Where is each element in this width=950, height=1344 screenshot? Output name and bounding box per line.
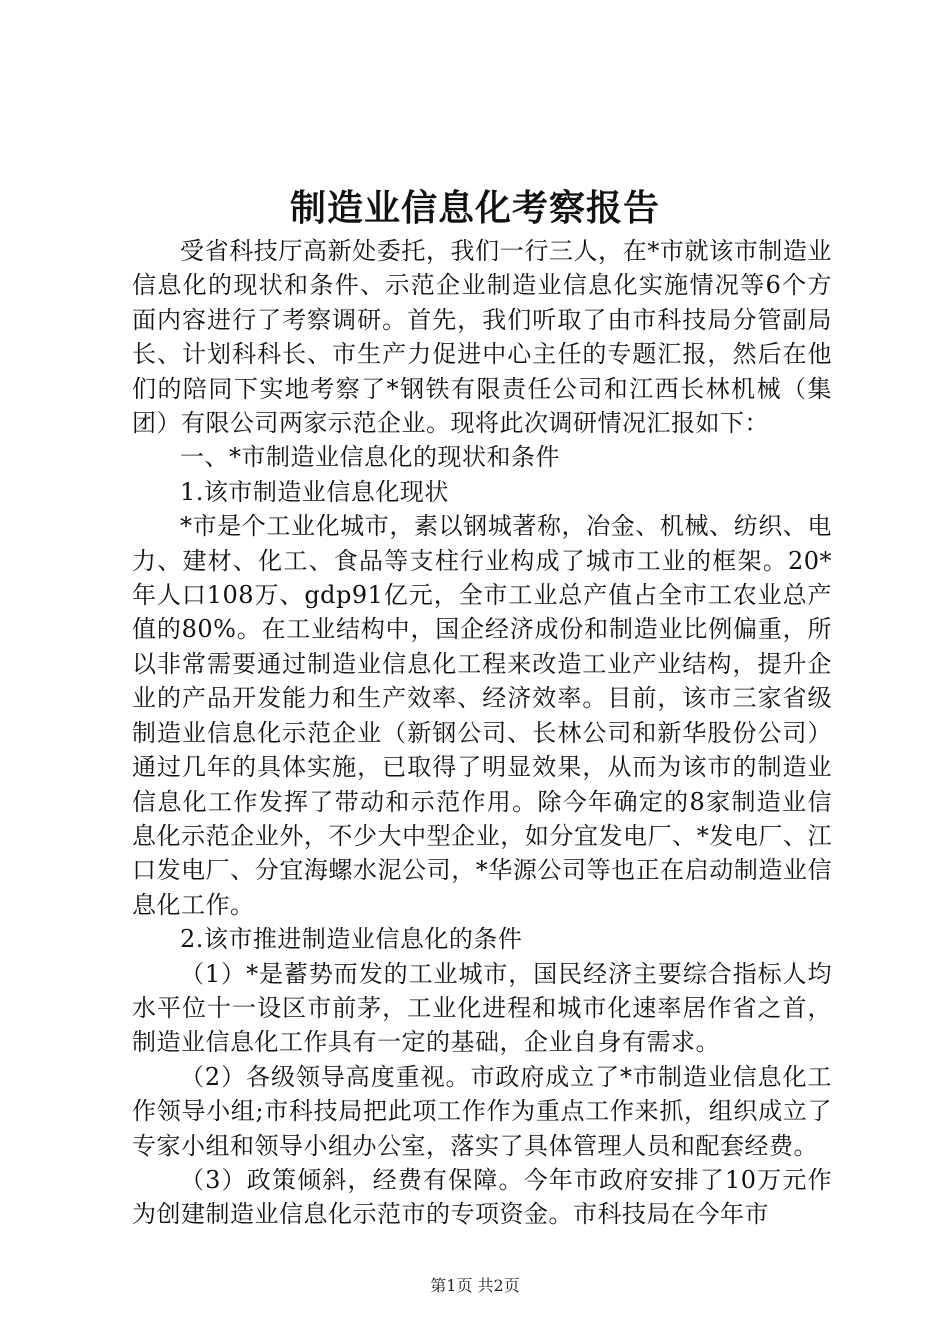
page-footer: 第1页 共2页 bbox=[430, 1276, 520, 1295]
document-title: 制造业信息化考察报告 bbox=[289, 187, 660, 229]
document-body bbox=[132, 234, 832, 1232]
paragraph-condition-2: （2）各级领导高度重视。市政府成立了*市制造业信息化工作领导小组;市科技局把此项工作作为重点工作来抓，组织成立了专家小组和领导小组办公室，落实了具体管理人员和配套经费。 bbox=[132, 1062, 832, 1160]
paragraph-condition-1: （1）*是蓄势而发的工业城市，国民经济主要综合指标人均水平位十一设区市前茅，工业化进程和城市化速率居作省之首，制造业信息化工作具有一定的基础，企业自身有需求。 bbox=[132, 959, 832, 1057]
subsection-heading-1: 1.该市制造业信息化现状 bbox=[180, 477, 449, 506]
paragraph-intro: 受省科技厅高新处委托，我们一行三人，在*市就该市制造业信息化的现状和条件、示范企业制造业信息化实施情况等6个方面内容进行了考察调研。首先，我们听取了由市科技局分管副局长、计划科科长、市生产力促进中心主任的专题汇报，然后在他们的陪同下实地考察了*钢铁有限责任公司和江西长林机械（集团）有限公司两家示范企业。现将此次调研情况汇报如下： bbox=[132, 237, 832, 438]
paragraph-condition-3: （3）政策倾斜，经费有保障。今年市政府安排了10万元作为创建制造业信息化示范市的专项资金。市科技局在今年市 bbox=[132, 1165, 832, 1229]
section-heading-1: 一、*市制造业信息化的现状和条件 bbox=[180, 443, 560, 472]
paragraph-status: *市是个工业化城市，素以钢城著称，冶金、机械、纺织、电力、建材、化工、食品等支柱行业构成了城市工业的框架。20*年人口108万、gdp91亿元，全市工业总产值占全市工农业总产值的80%。在工业结构中，国企经济成份和制造业比例偏重，所以非常需要通过制造业信息化工程来改造工业产业结构，提升企业的产品开发能力和生产效率、经济效率。目前，该市三家省级制造业信息化示范企业（新钢公司、长林公司和新华股份公司）通过几年的具体实施，已取得了明显效果，从而为该市的制造业信息化工作发挥了带动和示范作用。除今年确定的8家制造业信息化示范企业外，不少大中型企业，如分宜发电厂、*发电厂、江口发电厂、分宜海螺水泥公司，*华源公司等也正在启动制造业信息化工作。 bbox=[132, 512, 832, 919]
subsection-heading-2: 2.该市推进制造业信息化的条件 bbox=[180, 925, 523, 954]
